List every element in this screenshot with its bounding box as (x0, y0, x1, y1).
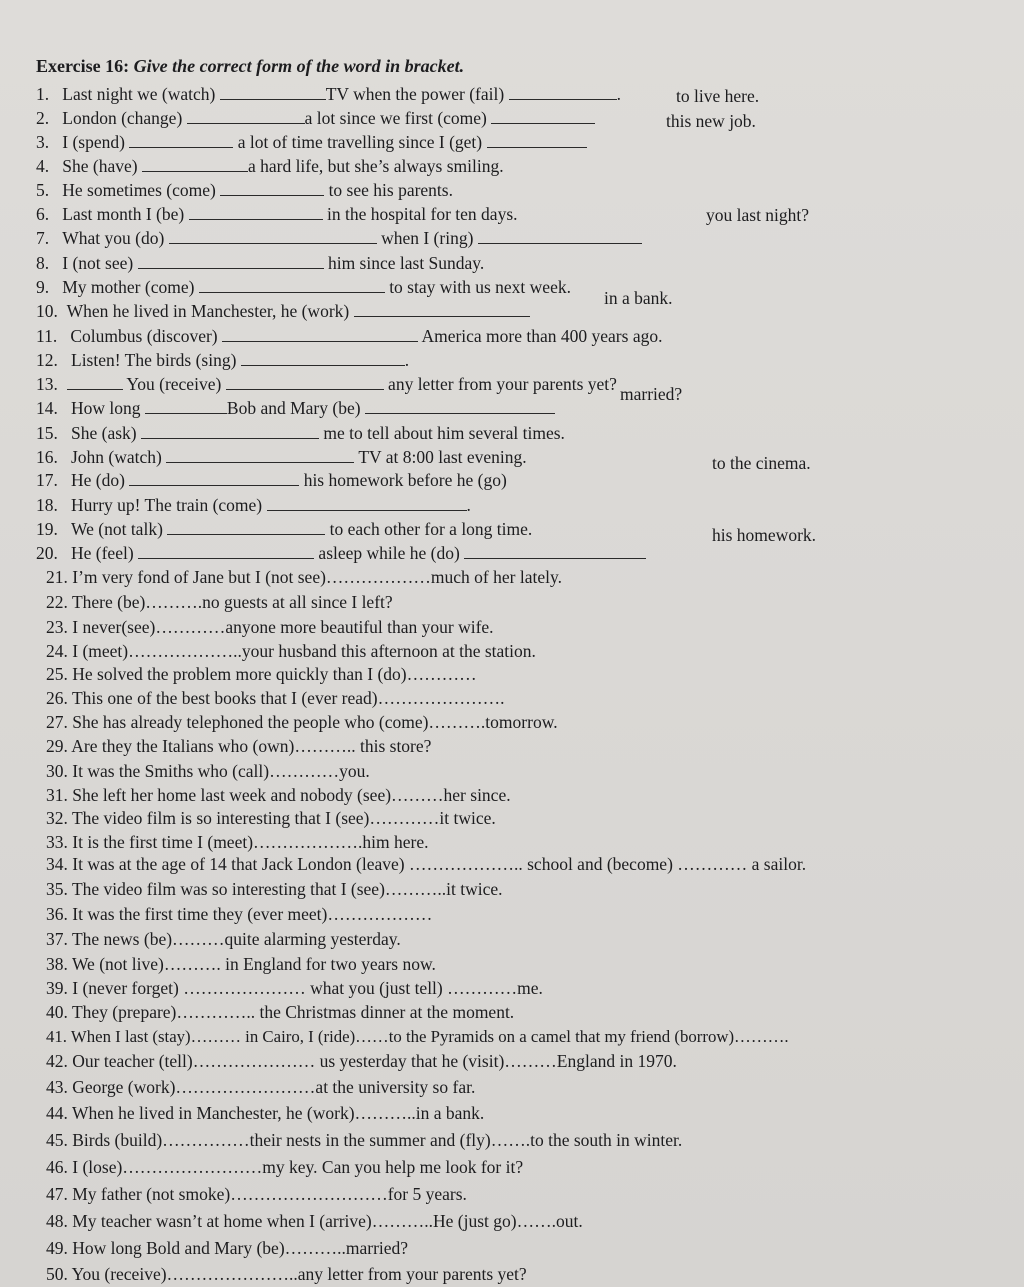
item-13: 13. You (receive) any letter from your parents yet? (36, 374, 617, 394)
item-10: 10. When he lived in Manchester, he (work) (36, 300, 530, 322)
item-49: 49. How long Bold and Mary (be)………..married? (46, 1238, 409, 1258)
exercise-number: Exercise 16: (36, 56, 130, 76)
item-4: 4. She (have) a hard life, but she’s always smiling. (36, 156, 504, 176)
item-45: 45. Birds (build)……………their nests in the summer and (fly)…….to the south in winter. (46, 1130, 683, 1150)
item-7: 7. What you (do) when I (ring) (36, 227, 642, 249)
item-14-end: married? (620, 384, 683, 404)
item-47: 47. My father (not smoke)………………………for 5 years. (46, 1184, 467, 1204)
item-27: 27. She has already telephoned the people who (come)……….tomorrow. (46, 712, 558, 732)
item-5: 5. He sometimes (come) to see his parents. (36, 180, 453, 200)
item-25: 25. He solved the problem more quickly than I (do)………… (46, 664, 477, 684)
item-22: 22. There (be)……….no guests at all since I left? (46, 592, 393, 612)
item-11: 11. Columbus (discover) America more than 400 years ago. (36, 326, 663, 346)
item-29: 29. Are they the Italians who (own)……….. this store? (46, 736, 432, 756)
item-10-end: in a bank. (604, 288, 673, 308)
item-35: 35. The video film was so interesting that I (see)………..it twice. (46, 879, 503, 899)
item-42: 42. Our teacher (tell)………………… us yesterday that he (visit)………England in 1970. (46, 1051, 677, 1071)
item-19: 19. We (not talk) to each other for a long time. (36, 519, 533, 539)
item-48: 48. My teacher wasn’t at home when I (arrive)………..He (just go)…….out. (46, 1211, 583, 1231)
item-12: 12. Listen! The birds (sing) . (36, 350, 410, 370)
item-20: 20. He (feel) asleep while he (do) (36, 542, 646, 564)
item-3-end: this new job. (666, 111, 756, 131)
exercise-title (36, 56, 464, 77)
item-16: 16. John (watch) TV at 8:00 last evening. (36, 447, 527, 467)
item-44: 44. When he lived in Manchester, he (work)………..in a bank. (46, 1103, 485, 1123)
item-7-end: you last night? (706, 205, 810, 225)
item-21: 21. I’m very fond of Jane but I (not see)………………much of her lately. (46, 567, 562, 587)
item-14: 14. How long Bob and Mary (be) (36, 397, 555, 419)
item-37: 37. The news (be)………quite alarming yesterday. (46, 929, 401, 949)
item-17: 17. He (do) his homework before he (go) (36, 470, 507, 490)
item-20-end: his homework. (712, 525, 817, 545)
exercise-instruction: Give the correct form of the word in bracket. (133, 56, 465, 76)
item-2: 2. London (change) a lot since we first (come) (36, 107, 595, 129)
item-6: 6. Last month I (be) in the hospital for ten days. (36, 204, 518, 224)
item-26: 26. This one of the best books that I (ever read)…………………. (46, 688, 505, 708)
item-17-end: to the cinema. (712, 453, 811, 473)
item-33: 33. It is the first time I (meet)……………….him here. (46, 832, 429, 852)
item-39: 39. I (never forget) ………………… what you (just tell) …………me. (46, 978, 543, 998)
item-3: 3. I (spend) a lot of time travelling since I (get) (36, 131, 587, 153)
item-8: 8. I (not see) him since last Sunday. (36, 253, 485, 273)
item-9: 9. My mother (come) to stay with us next week. (36, 277, 571, 297)
item-43: 43. George (work)……………………at the university so far. (46, 1077, 476, 1097)
item-1: 1. Last night we (watch) TV when the power (fail) . (36, 84, 621, 104)
item-40: 40. They (prepare)………….. the Christmas dinner at the moment. (46, 1002, 515, 1022)
item-34: 34. It was at the age of 14 that Jack London (leave) ……………….. school and (become) ………… a sailor. (46, 854, 807, 874)
item-41: 41. When I last (stay)……… in Cairo, I (ride)……to the Pyramids on a camel that my friend (borrow)………. (46, 1027, 789, 1046)
item-31: 31. She left her home last week and nobody (see)………her since. (46, 785, 511, 805)
item-15: 15. She (ask) me to tell about him several times. (36, 423, 565, 443)
item-18: 18. Hurry up! The train (come) . (36, 495, 471, 515)
item-46: 46. I (lose)……………………my key. Can you help me look for it? (46, 1157, 524, 1177)
item-24: 24. I (meet)………………..your husband this afternoon at the station. (46, 641, 536, 661)
item-2-end: to live here. (676, 86, 760, 106)
item-23: 23. I never(see)…………anyone more beautiful than your wife. (46, 617, 494, 637)
item-38: 38. We (not live)………. in England for two years now. (46, 954, 436, 974)
item-50: 50. You (receive)…………………..any letter from your parents yet? (46, 1264, 527, 1284)
item-30: 30. It was the Smiths who (call)…………you. (46, 761, 370, 781)
item-36: 36. It was the first time they (ever meet)……………… (46, 904, 433, 924)
item-32: 32. The video film is so interesting that I (see)…………it twice. (46, 808, 496, 828)
